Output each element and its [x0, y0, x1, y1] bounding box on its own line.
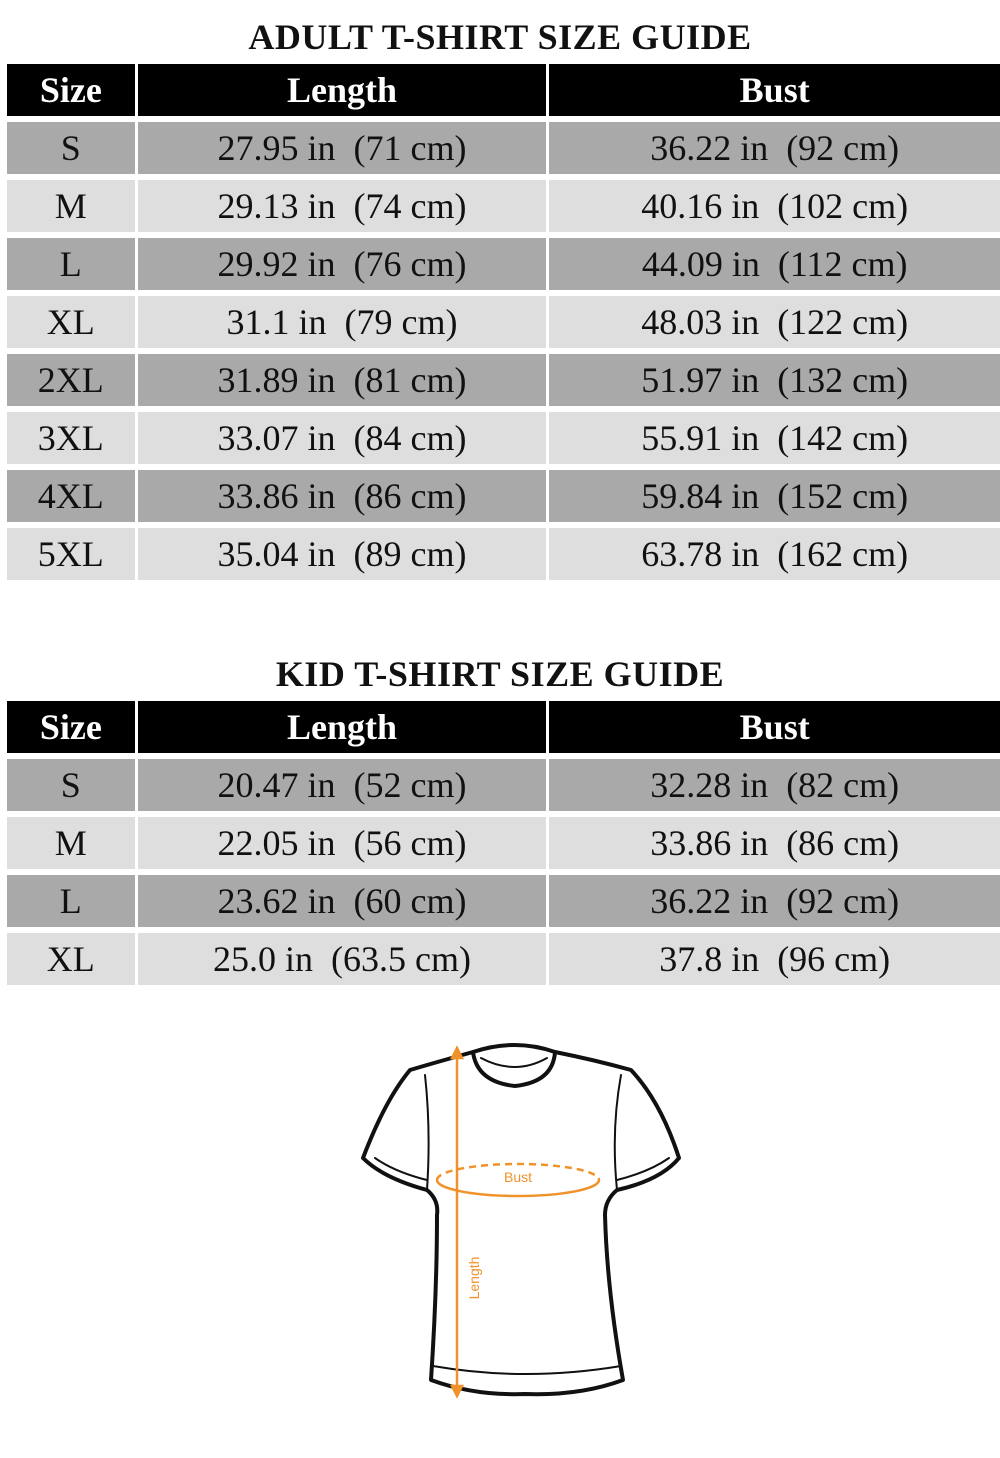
bust-cell: 33.86 in (86 cm) [549, 817, 1000, 869]
size-cell: S [7, 122, 135, 174]
table-row [7, 759, 1000, 811]
bust-cell: 40.16 in (102 cm) [549, 180, 1000, 232]
size-cell: L [7, 238, 135, 290]
bust-cell: 55.91 in (142 cm) [549, 412, 1000, 464]
table-row [7, 122, 1000, 174]
column-header: Bust [549, 64, 1000, 116]
column-header: Length [138, 64, 547, 116]
adult-size-guide-title: ADULT T-SHIRT SIZE GUIDE [248, 17, 752, 57]
length-cell: 35.04 in (89 cm) [138, 528, 547, 580]
length-cell: 33.86 in (86 cm) [138, 470, 547, 522]
table-row [7, 412, 1000, 464]
kid-table-header [7, 701, 1000, 753]
size-cell: 4XL [7, 470, 135, 522]
bust-cell: 63.78 in (162 cm) [549, 528, 1000, 580]
size-cell: 3XL [7, 412, 135, 464]
column-header: Size [7, 701, 135, 753]
length-cell: 20.47 in (52 cm) [138, 759, 547, 811]
length-cell: 23.62 in (60 cm) [138, 875, 547, 927]
size-cell: XL [7, 933, 135, 985]
length-cell: 29.13 in (74 cm) [138, 180, 547, 232]
adult-size-table [7, 64, 1000, 586]
tshirt-body-outline [363, 1052, 679, 1394]
length-cell: 29.92 in (76 cm) [138, 238, 547, 290]
table-row [7, 875, 1000, 927]
column-header: Bust [549, 701, 1000, 753]
table-row [7, 470, 1000, 522]
bust-cell: 51.97 in (132 cm) [549, 354, 1000, 406]
adult-table-header [7, 64, 1000, 116]
length-cell: 27.95 in (71 cm) [138, 122, 547, 174]
tshirt-measurement-diagram [355, 1040, 685, 1410]
length-cell: 25.0 in (63.5 cm) [138, 933, 547, 985]
bust-label: Bust [503, 1169, 533, 1185]
bust-cell: 44.09 in (112 cm) [549, 238, 1000, 290]
bust-cell: 36.22 in (92 cm) [549, 875, 1000, 927]
kid-size-guide-title: KID T-SHIRT SIZE GUIDE [275, 654, 725, 694]
bust-cell: 59.84 in (152 cm) [549, 470, 1000, 522]
table-row [7, 354, 1000, 406]
size-cell: 5XL [7, 528, 135, 580]
table-row [7, 528, 1000, 580]
table-row [7, 817, 1000, 869]
size-cell: XL [7, 296, 135, 348]
bust-cell: 36.22 in (92 cm) [549, 122, 1000, 174]
table-row [7, 933, 1000, 985]
kid-size-table [7, 701, 1000, 991]
length-cell: 22.05 in (56 cm) [138, 817, 547, 869]
size-cell: M [7, 817, 135, 869]
bust-cell: 48.03 in (122 cm) [549, 296, 1000, 348]
length-cell: 31.89 in (81 cm) [138, 354, 547, 406]
table-row [7, 296, 1000, 348]
size-cell: 2XL [7, 354, 135, 406]
table-row [7, 238, 1000, 290]
size-cell: S [7, 759, 135, 811]
length-cell: 33.07 in (84 cm) [138, 412, 547, 464]
bust-cell: 37.8 in (96 cm) [549, 933, 1000, 985]
table-row [7, 180, 1000, 232]
column-header: Size [7, 64, 135, 116]
bust-cell: 32.28 in (82 cm) [549, 759, 1000, 811]
column-header: Length [138, 701, 547, 753]
size-cell: L [7, 875, 135, 927]
tshirt-collar-outline [473, 1045, 555, 1086]
length-cell: 31.1 in (79 cm) [138, 296, 547, 348]
length-label: Length [466, 1256, 482, 1300]
size-cell: M [7, 180, 135, 232]
